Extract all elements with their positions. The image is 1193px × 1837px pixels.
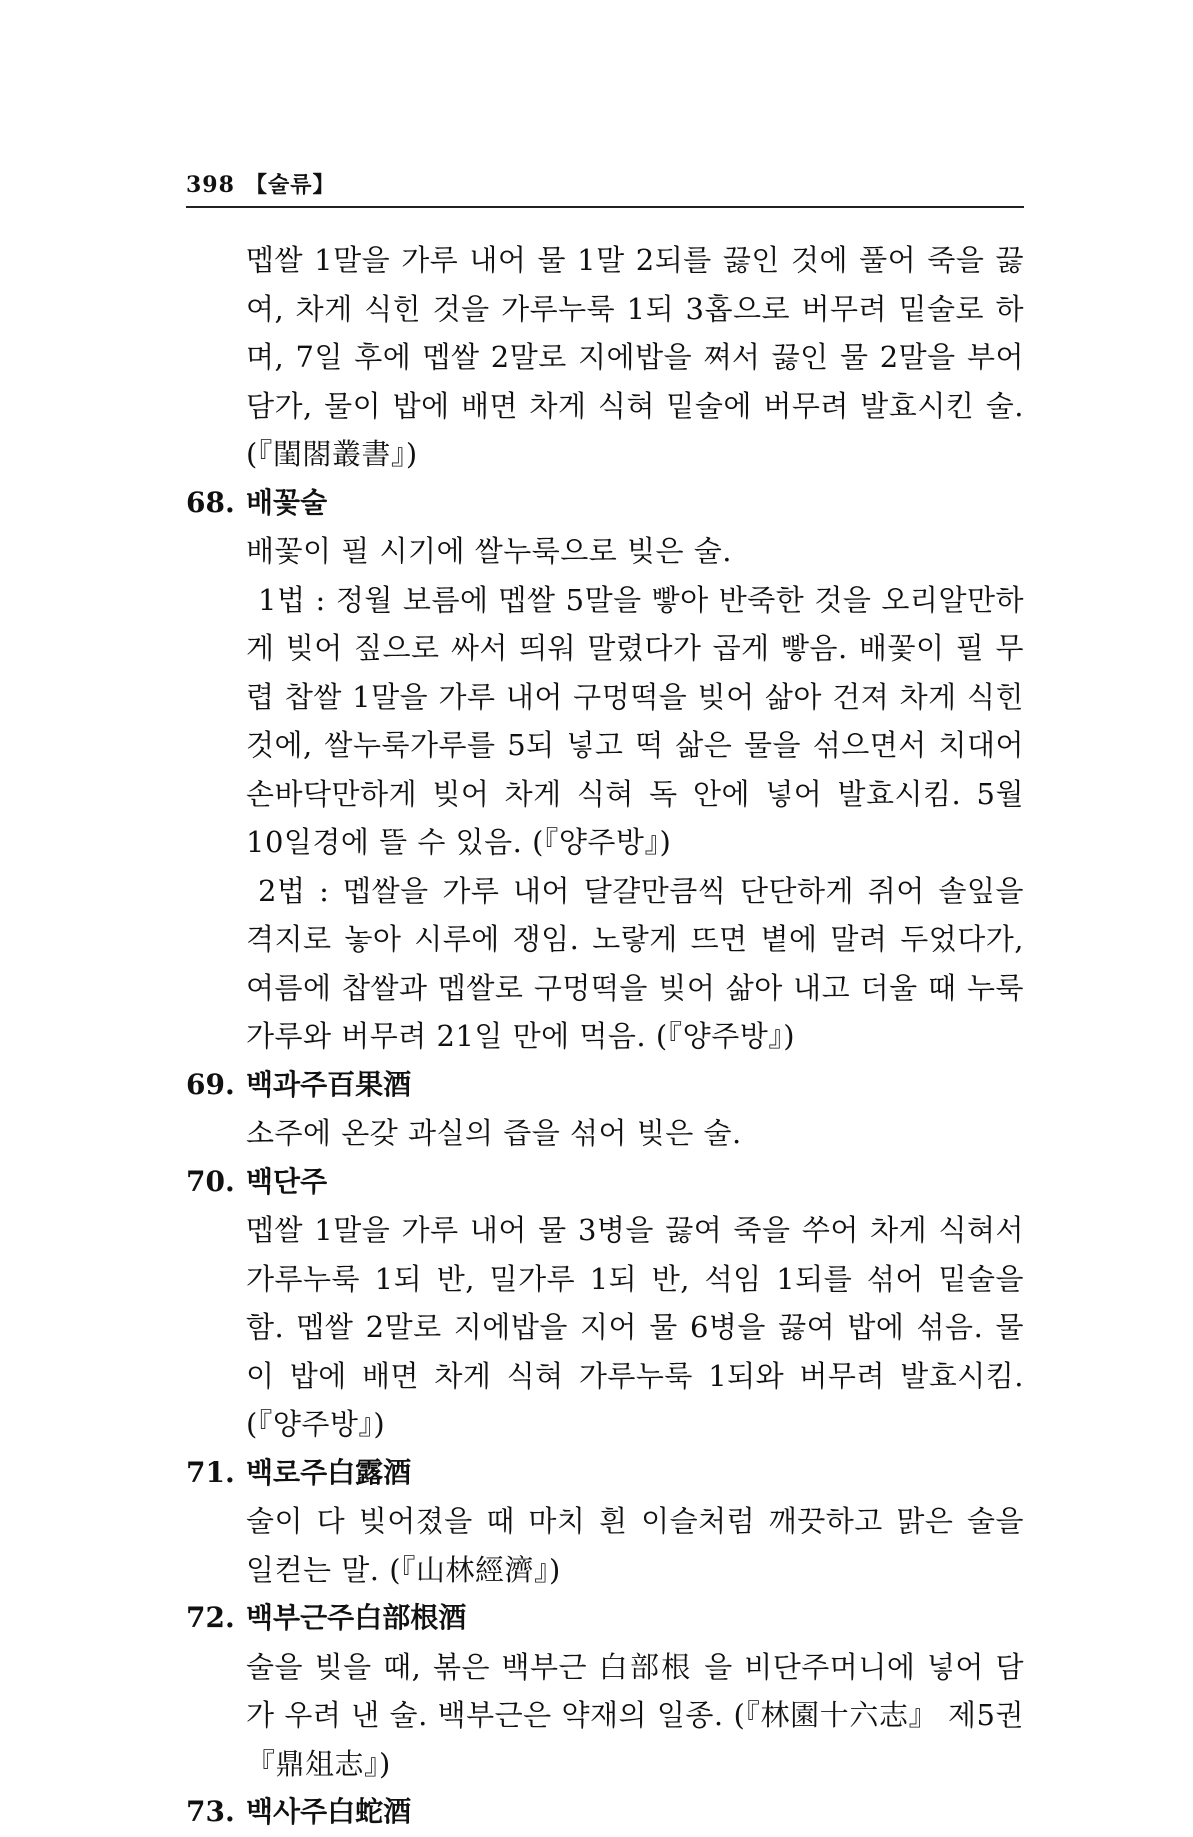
- running-header: [186, 168, 1024, 208]
- entry-heading: [186, 1594, 1024, 1643]
- entry-heading: [186, 1449, 1024, 1498]
- entry-72: [186, 1594, 1024, 1788]
- entry-heading: [186, 1158, 1024, 1207]
- entry-title: 백사주: [246, 1795, 328, 1828]
- entry-hanja: 白露酒: [327, 1455, 412, 1489]
- continued-paragraph: 멥쌀 1말을 가루 내어 물 1말 2되를 끓인 것에 풀어 죽을 끓여, 차게 식힌 것을 가루누룩 1되 3홉으로 버무려 밑술로 하며, 7일 후에 멥쌀 2말로 지에밥을 쪄서 끓인 물 2말을 부어 담가, 물이 밥에 배면 차게 식혀 밑술에 버무려 발효시킨 술. (『閨閤叢書』): [246, 243, 1024, 471]
- entry-number: 68.: [186, 485, 235, 519]
- entry-title: 백로주: [246, 1455, 328, 1489]
- entry-title: 백과주: [246, 1067, 328, 1101]
- entry-definition: 술을 빚을 때, 볶은 백부근 白部根 을 비단주머니에 넣어 담가 우려 낸 술. 백부근은 약재의 일종. (『林園十六志』 제5권 『鼎俎志』): [246, 1649, 1024, 1781]
- entry-hanja: 白部根酒: [354, 1601, 467, 1634]
- entry-heading: [186, 479, 1024, 528]
- entry-number: 73.: [186, 1795, 235, 1828]
- entry-title: 배꽃술: [246, 485, 328, 519]
- entry-definition: 소주에 온갖 과실의 즙을 섞어 빚은 술.: [246, 1116, 742, 1150]
- entry-title: 백부근주: [246, 1601, 355, 1634]
- entry-73: [186, 1788, 1024, 1837]
- entry-number: 71.: [186, 1455, 235, 1489]
- page-number: 398: [186, 172, 235, 198]
- entry-hanja: 百果酒: [327, 1067, 412, 1101]
- entry-heading: [186, 1788, 1024, 1837]
- page-content: [186, 236, 1024, 1837]
- entry-number: 69.: [186, 1067, 235, 1101]
- entry-68: [186, 479, 1024, 1061]
- entry-number: 72.: [186, 1601, 235, 1634]
- entry-title: 백단주: [246, 1164, 328, 1198]
- section-title: 【술류】: [244, 172, 336, 198]
- entry-number: 70.: [186, 1164, 235, 1198]
- entry-method-2: 2법 : 멥쌀을 가루 내어 달걀만큼씩 단단하게 쥐어 솔잎을 격지로 놓아 시루에 쟁임. 노랗게 뜨면 볕에 말려 두었다가, 여름에 찹쌀과 멥쌀로 구멍떡을 빚어 삶아 내고 더울 때 누룩가루와 버무려 21일 만에 먹음. (『양주방』): [246, 873, 1024, 1053]
- entry-70: [186, 1158, 1024, 1449]
- entry-71: [186, 1449, 1024, 1595]
- entry-method-1: 1법 : 정월 보름에 멥쌀 5말을 빻아 반죽한 것을 오리알만하게 빚어 짚으로 싸서 띄워 말렸다가 곱게 빻음. 배꽃이 필 무렵 찹쌀 1말을 가루 내어 구멍떡을 빚어 삶아 건져 차게 식힌 것에, 쌀누룩가루를 5되 넣고 떡 삶은 물을 섞으면서 치대어 손바닥만하게 빚어 차게 식혀 독 안에 넣어 발효시킴. 5월 10일경에 뜰 수 있음. (『양주방』): [246, 582, 1024, 859]
- entry-69: [186, 1061, 1024, 1158]
- entry-definition: 멥쌀 1말을 가루 내어 물 3병을 끓여 죽을 쑤어 차게 식혀서 가루누룩 1되 반, 밀가루 1되 반, 석임 1되를 섞어 밑술을 함. 멥쌀 2말로 지에밥을 지어 물 6병을 끓여 밥에 섞음. 물이 밥에 배면 차게 식혀 가루누룩 1되와 버무려 발효시킴. (『양주방』): [246, 1213, 1024, 1441]
- entry-definition: 술이 다 빚어졌을 때 마치 흰 이슬처럼 깨끗하고 맑은 술을 일컫는 말. (『山林經濟』): [246, 1504, 1024, 1587]
- entry-definition: 배꽃이 필 시기에 쌀누룩으로 빚은 술.: [246, 534, 733, 568]
- entry-heading: [186, 1061, 1024, 1110]
- entry-hanja: 白蛇酒: [327, 1795, 412, 1828]
